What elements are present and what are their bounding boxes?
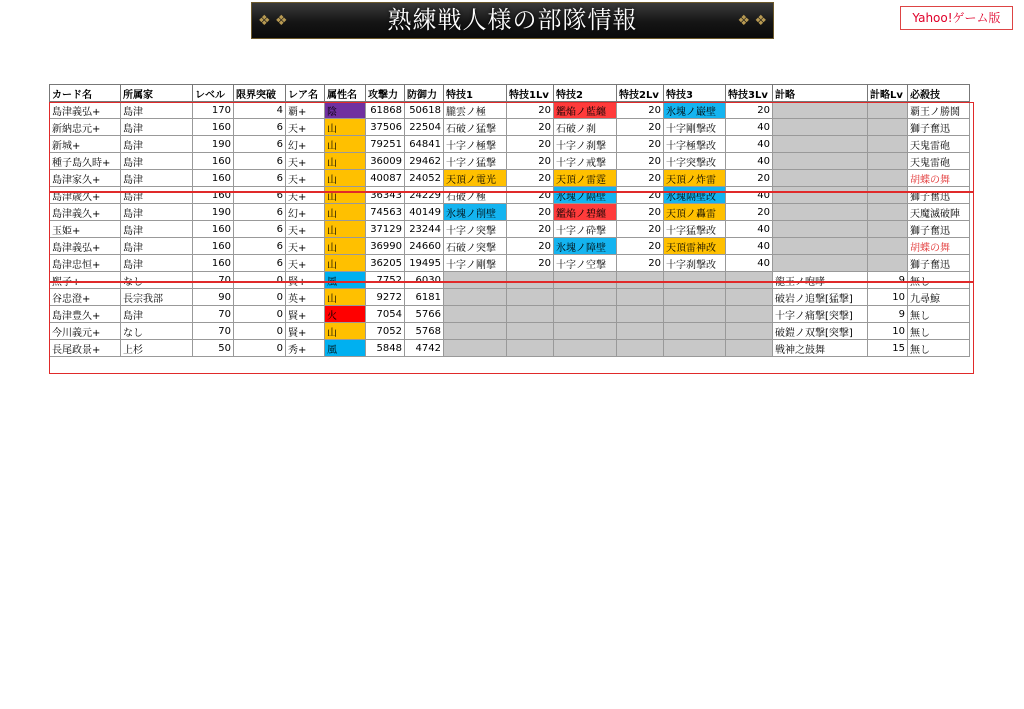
cell-rare: 天+ bbox=[286, 221, 325, 238]
cell-atk: 36009 bbox=[366, 153, 405, 170]
column-header: 計略 bbox=[773, 85, 868, 102]
cell-s3: 十字突撃改 bbox=[664, 153, 726, 170]
cell-s1: 朧雲ノ極 bbox=[444, 102, 507, 119]
cell-s1lv bbox=[507, 306, 554, 323]
cell-atk: 7752 bbox=[366, 272, 405, 289]
cell-planlv bbox=[868, 153, 908, 170]
cell-s3 bbox=[664, 289, 726, 306]
table-row bbox=[50, 323, 970, 340]
cell-attr: 山 bbox=[325, 170, 366, 187]
cell-level: 70 bbox=[193, 323, 234, 340]
table-header-row bbox=[50, 85, 970, 102]
cell-s2 bbox=[554, 272, 617, 289]
cell-house: 島津 bbox=[121, 238, 193, 255]
cell-s2: 鑑焔ノ藍纏 bbox=[554, 102, 617, 119]
cell-house: 島津 bbox=[121, 170, 193, 187]
cell-s1lv: 20 bbox=[507, 221, 554, 238]
cell-house: 島津 bbox=[121, 255, 193, 272]
cell-atk: 7054 bbox=[366, 306, 405, 323]
cell-plan: 戦神之鼓舞 bbox=[773, 340, 868, 357]
cell-level: 160 bbox=[193, 153, 234, 170]
cell-def: 6030 bbox=[405, 272, 444, 289]
cell-level: 170 bbox=[193, 102, 234, 119]
cell-house: 島津 bbox=[121, 221, 193, 238]
cell-def: 50618 bbox=[405, 102, 444, 119]
table-row bbox=[50, 306, 970, 323]
cell-plan bbox=[773, 221, 868, 238]
cell-planlv bbox=[868, 187, 908, 204]
cell-s3lv: 40 bbox=[726, 255, 773, 272]
cell-attr: 山 bbox=[325, 221, 366, 238]
cell-s1: 十字ノ剛撃 bbox=[444, 255, 507, 272]
cell-name: 長尾政景+ bbox=[50, 340, 121, 357]
cell-s3lv: 40 bbox=[726, 221, 773, 238]
cell-special: 無し bbox=[908, 306, 970, 323]
cell-level: 190 bbox=[193, 204, 234, 221]
cell-house: 島津 bbox=[121, 187, 193, 204]
cell-special: 獅子奮迅 bbox=[908, 255, 970, 272]
cell-special: 九尋鯨 bbox=[908, 289, 970, 306]
title-banner bbox=[251, 2, 774, 39]
cell-name: 島津義弘+ bbox=[50, 102, 121, 119]
cell-rare: 天+ bbox=[286, 153, 325, 170]
cell-s2lv: 20 bbox=[617, 255, 664, 272]
cell-level: 70 bbox=[193, 272, 234, 289]
cell-rare: 天+ bbox=[286, 170, 325, 187]
cell-s1lv: 20 bbox=[507, 187, 554, 204]
cell-house: 島津 bbox=[121, 136, 193, 153]
yahoo-version-badge[interactable]: Yahoo!ゲーム版 bbox=[900, 6, 1013, 30]
cell-s1 bbox=[444, 289, 507, 306]
cell-rare: 賢+ bbox=[286, 323, 325, 340]
cell-planlv bbox=[868, 221, 908, 238]
cell-s2: 鑑焔ノ碧纏 bbox=[554, 204, 617, 221]
cell-rare: 英+ bbox=[286, 289, 325, 306]
cell-s3lv bbox=[726, 272, 773, 289]
cell-planlv bbox=[868, 102, 908, 119]
cell-special: 天魔滅破陣 bbox=[908, 204, 970, 221]
cell-rare: 天+ bbox=[286, 187, 325, 204]
page-title: 熟練戦人様の部隊情報 bbox=[387, 6, 638, 34]
column-header: 必殺技 bbox=[908, 85, 970, 102]
cell-def: 4742 bbox=[405, 340, 444, 357]
column-header: 特技2Lv bbox=[617, 85, 664, 102]
cell-plan bbox=[773, 204, 868, 221]
cell-s2lv: 20 bbox=[617, 153, 664, 170]
cell-planlv bbox=[868, 238, 908, 255]
cell-name: 新納忠元+ bbox=[50, 119, 121, 136]
ornament-left-icon: ❖ ❖ bbox=[258, 13, 288, 29]
cell-rare: 天+ bbox=[286, 119, 325, 136]
cell-s3: 十字剛撃改 bbox=[664, 119, 726, 136]
column-header: レア名 bbox=[286, 85, 325, 102]
table-row bbox=[50, 272, 970, 289]
cell-def: 19495 bbox=[405, 255, 444, 272]
cell-s1: 十字ノ極撃 bbox=[444, 136, 507, 153]
table-row bbox=[50, 153, 970, 170]
column-header: 特技1 bbox=[444, 85, 507, 102]
cell-s3: 十字刹撃改 bbox=[664, 255, 726, 272]
cell-limit: 4 bbox=[234, 102, 286, 119]
cell-special: 無し bbox=[908, 272, 970, 289]
column-header: 特技3 bbox=[664, 85, 726, 102]
cell-s1lv bbox=[507, 289, 554, 306]
cell-level: 160 bbox=[193, 255, 234, 272]
cell-plan bbox=[773, 119, 868, 136]
cell-s1: 氷塊ノ削壁 bbox=[444, 204, 507, 221]
cell-def: 24229 bbox=[405, 187, 444, 204]
cell-special: 胡蝶の舞 bbox=[908, 170, 970, 187]
column-header: 属性名 bbox=[325, 85, 366, 102]
cell-limit: 0 bbox=[234, 272, 286, 289]
cell-plan bbox=[773, 238, 868, 255]
cell-s2lv bbox=[617, 289, 664, 306]
cell-special: 無し bbox=[908, 323, 970, 340]
cell-house: 島津 bbox=[121, 306, 193, 323]
cell-planlv: 9 bbox=[868, 306, 908, 323]
cell-house: 上杉 bbox=[121, 340, 193, 357]
cell-attr: 山 bbox=[325, 153, 366, 170]
cell-s3lv: 40 bbox=[726, 136, 773, 153]
cell-house: 島津 bbox=[121, 119, 193, 136]
cell-rare: 幻+ bbox=[286, 204, 325, 221]
cell-special: 獅子奮迅 bbox=[908, 119, 970, 136]
table-row bbox=[50, 204, 970, 221]
cell-limit: 0 bbox=[234, 323, 286, 340]
cell-def: 23244 bbox=[405, 221, 444, 238]
cell-rare: 秀+ bbox=[286, 340, 325, 357]
cell-rare: 覇+ bbox=[286, 102, 325, 119]
cell-def: 5766 bbox=[405, 306, 444, 323]
cell-s2lv: 20 bbox=[617, 170, 664, 187]
cell-attr: 陰 bbox=[325, 102, 366, 119]
cell-s2: 天頂ノ雷霆 bbox=[554, 170, 617, 187]
table-row bbox=[50, 221, 970, 238]
cell-planlv: 10 bbox=[868, 323, 908, 340]
cell-house: 島津 bbox=[121, 102, 193, 119]
cell-s2lv: 20 bbox=[617, 187, 664, 204]
table-row bbox=[50, 238, 970, 255]
cell-plan bbox=[773, 255, 868, 272]
cell-level: 90 bbox=[193, 289, 234, 306]
cell-limit: 6 bbox=[234, 255, 286, 272]
cell-s2: 氷塊ノ隔壁 bbox=[554, 187, 617, 204]
cell-s3lv bbox=[726, 289, 773, 306]
cell-s1lv: 20 bbox=[507, 204, 554, 221]
cell-s3lv: 40 bbox=[726, 238, 773, 255]
cell-s2lv bbox=[617, 272, 664, 289]
cell-s1lv bbox=[507, 272, 554, 289]
cell-atk: 79251 bbox=[366, 136, 405, 153]
cell-s2: 十字ノ空撃 bbox=[554, 255, 617, 272]
cell-s2lv bbox=[617, 306, 664, 323]
cell-special: 天鬼雷砲 bbox=[908, 153, 970, 170]
cell-attr: 山 bbox=[325, 289, 366, 306]
cell-s2 bbox=[554, 323, 617, 340]
cell-plan bbox=[773, 136, 868, 153]
cell-atk: 37506 bbox=[366, 119, 405, 136]
cell-s1lv: 20 bbox=[507, 102, 554, 119]
column-header: 特技3Lv bbox=[726, 85, 773, 102]
cell-planlv bbox=[868, 119, 908, 136]
cell-level: 160 bbox=[193, 238, 234, 255]
cell-special: 天鬼雷砲 bbox=[908, 136, 970, 153]
cell-s2 bbox=[554, 289, 617, 306]
cell-atk: 9272 bbox=[366, 289, 405, 306]
cell-s2: 石破ノ刹 bbox=[554, 119, 617, 136]
cell-s3 bbox=[664, 323, 726, 340]
cell-s3: 十字極撃改 bbox=[664, 136, 726, 153]
column-header: 防御力 bbox=[405, 85, 444, 102]
cell-planlv: 10 bbox=[868, 289, 908, 306]
cell-s1 bbox=[444, 340, 507, 357]
cell-plan: 十字ノ痛撃[突撃] bbox=[773, 306, 868, 323]
table-row bbox=[50, 340, 970, 357]
cell-attr: 風 bbox=[325, 340, 366, 357]
cell-s3: 天頂ノ炸雷 bbox=[664, 170, 726, 187]
column-header: レベル bbox=[193, 85, 234, 102]
cell-planlv: 15 bbox=[868, 340, 908, 357]
cell-s1: 石破ノ猛撃 bbox=[444, 119, 507, 136]
cell-attr: 山 bbox=[325, 136, 366, 153]
column-header: 特技2 bbox=[554, 85, 617, 102]
cell-attr: 山 bbox=[325, 119, 366, 136]
cell-s3lv bbox=[726, 323, 773, 340]
cell-name: 谷忠澄+ bbox=[50, 289, 121, 306]
cell-rare: 天+ bbox=[286, 255, 325, 272]
cell-s1 bbox=[444, 272, 507, 289]
cell-s2lv: 20 bbox=[617, 204, 664, 221]
cell-planlv: 9 bbox=[868, 272, 908, 289]
cell-def: 40149 bbox=[405, 204, 444, 221]
cell-s3 bbox=[664, 306, 726, 323]
cell-rare: 天+ bbox=[286, 238, 325, 255]
cell-s3lv: 20 bbox=[726, 204, 773, 221]
cell-attr: 山 bbox=[325, 238, 366, 255]
cell-plan: 龍王ノ咆哮 bbox=[773, 272, 868, 289]
column-header: 特技1Lv bbox=[507, 85, 554, 102]
cell-atk: 5848 bbox=[366, 340, 405, 357]
cell-level: 160 bbox=[193, 170, 234, 187]
cell-def: 22504 bbox=[405, 119, 444, 136]
cell-s1 bbox=[444, 323, 507, 340]
cell-s2lv: 20 bbox=[617, 102, 664, 119]
cell-rare: 賢+ bbox=[286, 272, 325, 289]
cell-s1lv: 20 bbox=[507, 119, 554, 136]
column-header: カード名 bbox=[50, 85, 121, 102]
cell-s1lv: 20 bbox=[507, 255, 554, 272]
cell-def: 5768 bbox=[405, 323, 444, 340]
cell-s1 bbox=[444, 306, 507, 323]
cell-atk: 37129 bbox=[366, 221, 405, 238]
cell-plan: 破岩ノ追撃[猛撃] bbox=[773, 289, 868, 306]
cell-planlv bbox=[868, 204, 908, 221]
table-row bbox=[50, 255, 970, 272]
cell-special: 胡蝶の舞 bbox=[908, 238, 970, 255]
column-header: 所属家 bbox=[121, 85, 193, 102]
cell-special: 覇王ノ勝鬨 bbox=[908, 102, 970, 119]
cell-s1: 天頂ノ電光 bbox=[444, 170, 507, 187]
cell-limit: 0 bbox=[234, 289, 286, 306]
cell-attr: 火 bbox=[325, 306, 366, 323]
cell-s3lv: 40 bbox=[726, 187, 773, 204]
cell-name: 種子島久時+ bbox=[50, 153, 121, 170]
cell-limit: 6 bbox=[234, 187, 286, 204]
cell-name: 新城+ bbox=[50, 136, 121, 153]
cell-s2lv: 20 bbox=[617, 221, 664, 238]
cell-plan bbox=[773, 153, 868, 170]
cell-def: 64841 bbox=[405, 136, 444, 153]
cell-rare: 幻+ bbox=[286, 136, 325, 153]
cell-atk: 36205 bbox=[366, 255, 405, 272]
cell-level: 160 bbox=[193, 187, 234, 204]
cell-s1: 石破ノ突撃 bbox=[444, 238, 507, 255]
cell-limit: 6 bbox=[234, 119, 286, 136]
table-row bbox=[50, 102, 970, 119]
cell-s3 bbox=[664, 340, 726, 357]
cell-s3lv: 20 bbox=[726, 102, 773, 119]
cell-house: 長宗我部 bbox=[121, 289, 193, 306]
cell-limit: 6 bbox=[234, 136, 286, 153]
cell-atk: 40087 bbox=[366, 170, 405, 187]
cell-s1lv: 20 bbox=[507, 238, 554, 255]
cell-s3lv: 40 bbox=[726, 153, 773, 170]
cell-name: 熙子+ bbox=[50, 272, 121, 289]
cell-level: 160 bbox=[193, 119, 234, 136]
cell-name: 島津豊久+ bbox=[50, 306, 121, 323]
cell-atk: 74563 bbox=[366, 204, 405, 221]
table-row bbox=[50, 289, 970, 306]
cell-name: 島津忠恒+ bbox=[50, 255, 121, 272]
cell-rare: 賢+ bbox=[286, 306, 325, 323]
cell-limit: 6 bbox=[234, 153, 286, 170]
cell-def: 24660 bbox=[405, 238, 444, 255]
column-header: 限界突破 bbox=[234, 85, 286, 102]
cell-planlv bbox=[868, 255, 908, 272]
cell-name: 島津義弘+ bbox=[50, 238, 121, 255]
cell-level: 50 bbox=[193, 340, 234, 357]
cell-atk: 36990 bbox=[366, 238, 405, 255]
cell-atk: 36343 bbox=[366, 187, 405, 204]
ornament-right-icon: ❖ ❖ bbox=[737, 13, 767, 29]
cell-name: 島津家久+ bbox=[50, 170, 121, 187]
cell-atk: 61868 bbox=[366, 102, 405, 119]
cell-s2: 十字ノ刹撃 bbox=[554, 136, 617, 153]
cell-special: 獅子奮迅 bbox=[908, 187, 970, 204]
cell-def: 6181 bbox=[405, 289, 444, 306]
cell-special: 無し bbox=[908, 340, 970, 357]
cell-level: 70 bbox=[193, 306, 234, 323]
cell-s2: 氷塊ノ障壁 bbox=[554, 238, 617, 255]
cell-limit: 6 bbox=[234, 204, 286, 221]
cell-attr: 山 bbox=[325, 255, 366, 272]
cell-house: なし bbox=[121, 323, 193, 340]
cell-s2 bbox=[554, 306, 617, 323]
cell-attr: 山 bbox=[325, 204, 366, 221]
cell-s1: 十字ノ突撃 bbox=[444, 221, 507, 238]
cell-s3lv: 20 bbox=[726, 170, 773, 187]
cell-level: 190 bbox=[193, 136, 234, 153]
table-row bbox=[50, 119, 970, 136]
cell-s2 bbox=[554, 340, 617, 357]
cell-s3: 天頂ノ轟雷 bbox=[664, 204, 726, 221]
cell-plan bbox=[773, 187, 868, 204]
cell-s2lv: 20 bbox=[617, 238, 664, 255]
unit-table bbox=[49, 84, 970, 357]
cell-house: なし bbox=[121, 272, 193, 289]
cell-s1lv: 20 bbox=[507, 136, 554, 153]
cell-def: 29462 bbox=[405, 153, 444, 170]
cell-limit: 0 bbox=[234, 306, 286, 323]
cell-attr: 山 bbox=[325, 187, 366, 204]
cell-s2lv: 20 bbox=[617, 119, 664, 136]
cell-house: 島津 bbox=[121, 153, 193, 170]
cell-s3: 氷塊ノ巌壁 bbox=[664, 102, 726, 119]
cell-s2lv bbox=[617, 340, 664, 357]
cell-attr: 風 bbox=[325, 272, 366, 289]
table-row bbox=[50, 136, 970, 153]
cell-s3lv bbox=[726, 306, 773, 323]
cell-house: 島津 bbox=[121, 204, 193, 221]
cell-s1lv bbox=[507, 340, 554, 357]
cell-special: 獅子奮迅 bbox=[908, 221, 970, 238]
cell-limit: 6 bbox=[234, 238, 286, 255]
cell-name: 今川義元+ bbox=[50, 323, 121, 340]
cell-limit: 6 bbox=[234, 170, 286, 187]
cell-s3lv bbox=[726, 340, 773, 357]
cell-s3 bbox=[664, 272, 726, 289]
cell-s3: 氷塊隔壁改 bbox=[664, 187, 726, 204]
table-row bbox=[50, 170, 970, 187]
cell-attr: 山 bbox=[325, 323, 366, 340]
cell-limit: 6 bbox=[234, 221, 286, 238]
cell-level: 160 bbox=[193, 221, 234, 238]
cell-name: 島津義久+ bbox=[50, 204, 121, 221]
cell-s1: 十字ノ猛撃 bbox=[444, 153, 507, 170]
cell-s1lv: 20 bbox=[507, 170, 554, 187]
cell-s1lv bbox=[507, 323, 554, 340]
cell-s2: 十字ノ砕撃 bbox=[554, 221, 617, 238]
cell-planlv bbox=[868, 136, 908, 153]
cell-atk: 7052 bbox=[366, 323, 405, 340]
cell-plan bbox=[773, 102, 868, 119]
cell-plan bbox=[773, 170, 868, 187]
table-row bbox=[50, 187, 970, 204]
cell-planlv bbox=[868, 170, 908, 187]
cell-def: 24052 bbox=[405, 170, 444, 187]
cell-s2lv bbox=[617, 323, 664, 340]
cell-s2lv: 20 bbox=[617, 136, 664, 153]
cell-s3: 十字猛撃改 bbox=[664, 221, 726, 238]
column-header: 攻撃力 bbox=[366, 85, 405, 102]
cell-name: 玉姫+ bbox=[50, 221, 121, 238]
cell-s1lv: 20 bbox=[507, 153, 554, 170]
cell-s1: 石破ノ極 bbox=[444, 187, 507, 204]
cell-s2: 十字ノ戒撃 bbox=[554, 153, 617, 170]
cell-limit: 0 bbox=[234, 340, 286, 357]
cell-s3lv: 40 bbox=[726, 119, 773, 136]
column-header: 計略Lv bbox=[868, 85, 908, 102]
cell-plan: 破鎧ノ双撃[突撃] bbox=[773, 323, 868, 340]
cell-s3: 天頂雷神改 bbox=[664, 238, 726, 255]
cell-name: 島津歳久+ bbox=[50, 187, 121, 204]
